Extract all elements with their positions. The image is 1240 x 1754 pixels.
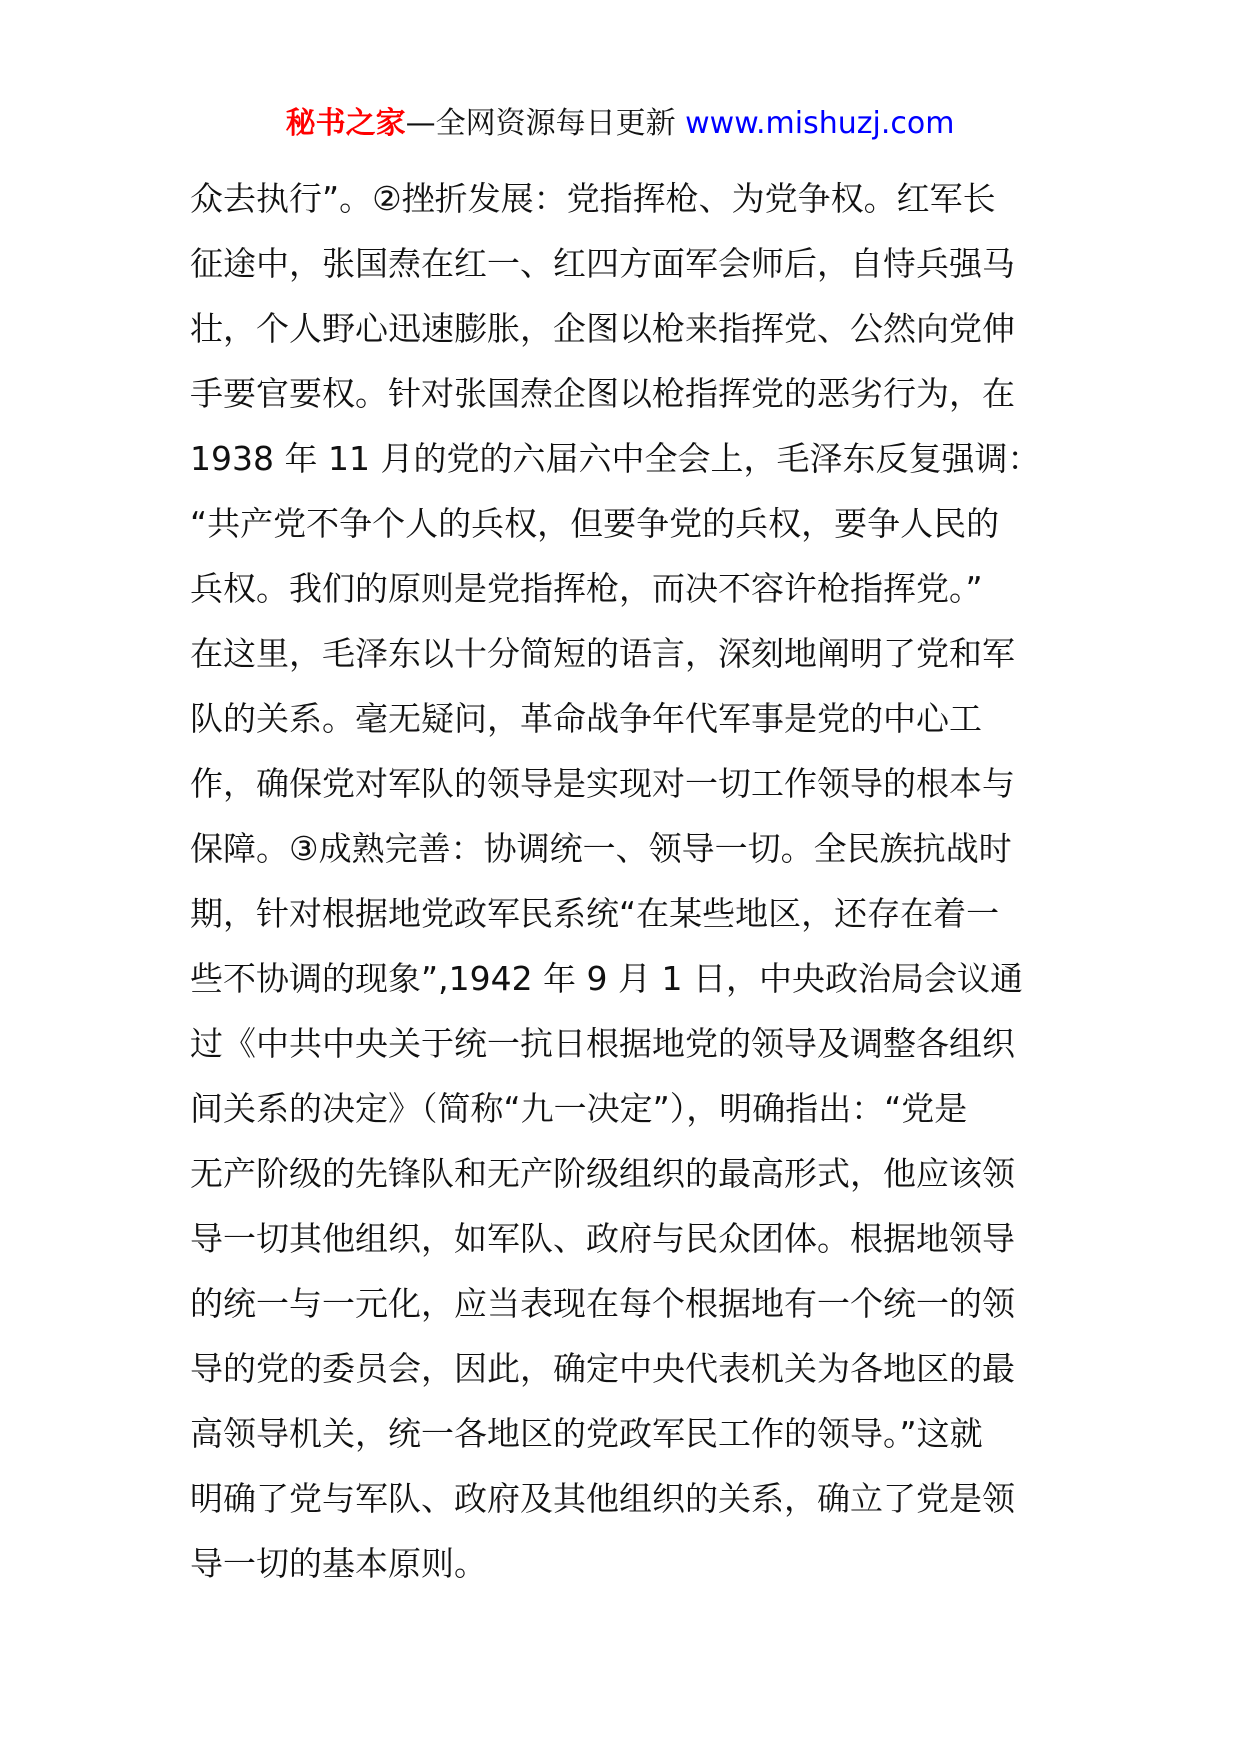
text-line: 过《中共中央关于统一抗日根据地党的领导及调整各组织 xyxy=(190,1024,1015,1063)
header-tagline: —全网资源每日更新 xyxy=(405,106,686,141)
document-body xyxy=(190,166,1070,1596)
text-line: 征途中，张国焘在红一、红四方面军会师后，自恃兵强马 xyxy=(190,244,1015,283)
text-line: 导的党的委员会，因此，确定中央代表机关为各地区的最 xyxy=(190,1349,1015,1388)
text-line: 些不协调的现象”,1942 年 9 月 1 日，中央政治局会议通 xyxy=(190,959,1024,998)
page-header xyxy=(0,104,1240,144)
text-line: 众去执行”。②挫折发展：党指挥枪、为党争权。红军长 xyxy=(190,179,996,218)
text-line: 导一切其他组织，如军队、政府与民众团体。根据地领导 xyxy=(190,1219,1015,1258)
text-line: 作，确保党对军队的领导是实现对一切工作领导的根本与 xyxy=(190,764,1015,803)
text-line: 兵权。我们的原则是党指挥枪，而决不容许枪指挥党。” xyxy=(190,569,983,608)
text-line: 队的关系。毫无疑问，革命战争年代军事是党的中心工 xyxy=(190,699,982,738)
text-line: 间关系的决定》（简称“九一决定”），明确指出：“党是 xyxy=(190,1089,968,1128)
text-line: 壮，个人野心迅速膨胀，企图以枪来指挥党、公然向党伸 xyxy=(190,309,1015,348)
website-link[interactable]: www.mishuzj.com xyxy=(685,106,955,141)
text-line: 1938 年 11 月的党的六届六中全会上，毛泽东反复强调： xyxy=(190,439,1041,478)
text-line: 明确了党与军队、政府及其他组织的关系，确立了党是领 xyxy=(190,1479,1015,1518)
text-line: “共产党不争个人的兵权，但要争党的兵权，要争人民的 xyxy=(190,504,1000,543)
text-line: 保障。③成熟完善：协调统一、领导一切。全民族抗战时 xyxy=(190,829,1012,868)
text-line: 高领导机关，统一各地区的党政军民工作的领导。”这就 xyxy=(190,1414,983,1453)
text-line: 的统一与一元化，应当表现在每个根据地有一个统一的领 xyxy=(190,1284,1015,1323)
text-line: 期，针对根据地党政军民系统“在某些地区，还存在着一 xyxy=(190,894,1000,933)
text-line: 在这里，毛泽东以十分简短的语言，深刻地阐明了党和军 xyxy=(190,634,1015,673)
brand-name: 秘书之家 xyxy=(285,106,406,141)
text-line: 导一切的基本原则。 xyxy=(190,1544,487,1583)
text-line: 无产阶级的先锋队和无产阶级组织的最高形式，他应该领 xyxy=(190,1154,1015,1193)
text-line: 手要官要权。针对张国焘企图以枪指挥党的恶劣行为，在 xyxy=(190,374,1015,413)
